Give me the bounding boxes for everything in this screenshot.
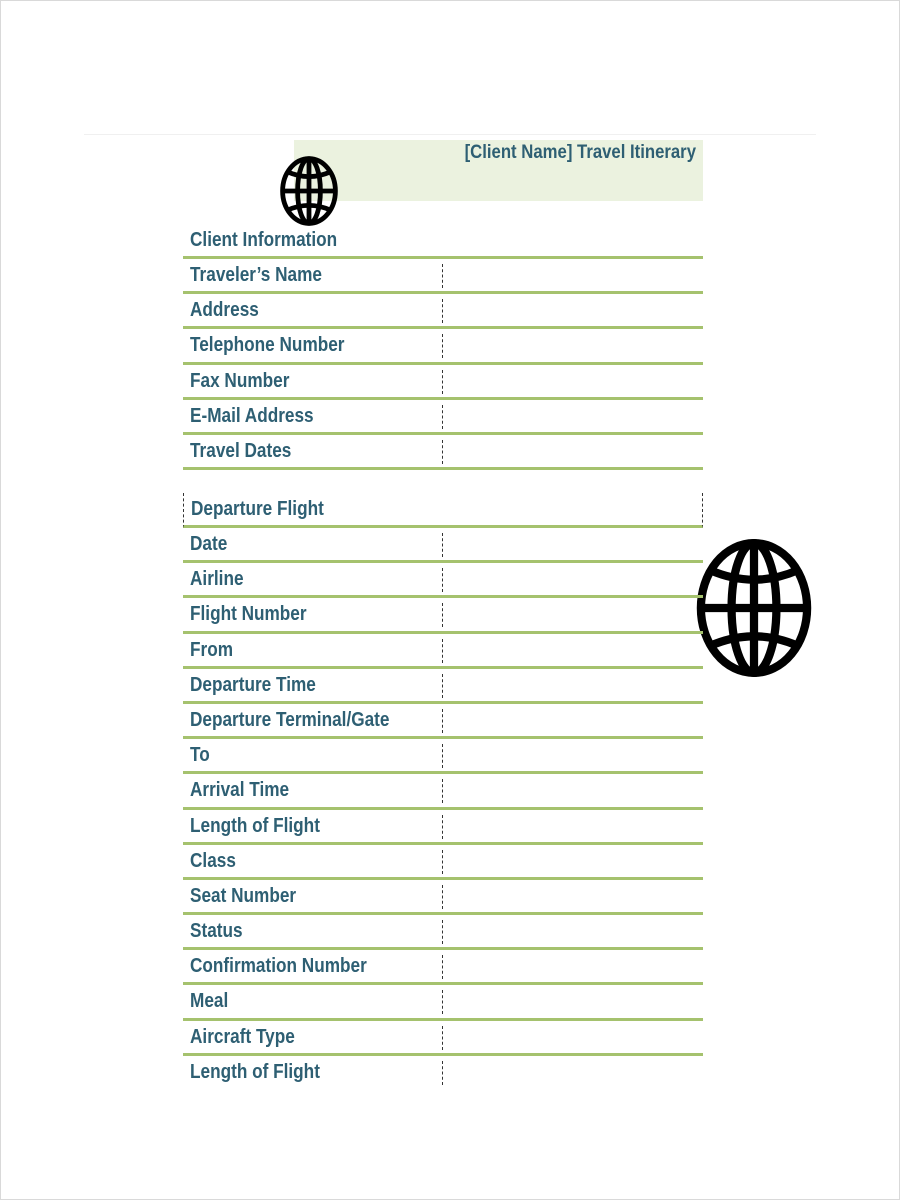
- form-row: [183, 704, 703, 739]
- length-of-flight-field[interactable]: [442, 815, 443, 839]
- field-label: Departure Terminal/Gate: [190, 708, 390, 731]
- client-information-section: [183, 224, 703, 470]
- field-label: Status: [190, 920, 243, 943]
- form-row: [183, 880, 703, 915]
- field-label: Class: [190, 849, 236, 872]
- class-field[interactable]: [442, 850, 443, 874]
- form-row: [183, 1056, 703, 1091]
- form-row: [183, 915, 703, 950]
- form-row: [183, 845, 703, 880]
- form-row: [183, 669, 703, 704]
- form-row: [183, 598, 703, 633]
- departure-terminal-gate-field[interactable]: [442, 709, 443, 733]
- section-heading: [183, 493, 703, 528]
- form-row: [183, 259, 703, 294]
- fax-number-field[interactable]: [442, 370, 443, 394]
- form-row: [183, 1021, 703, 1056]
- field-label: Meal: [190, 990, 229, 1013]
- form-row: [183, 329, 703, 364]
- form-row: [183, 739, 703, 774]
- form-row: [183, 950, 703, 985]
- status-field[interactable]: [442, 920, 443, 944]
- field-label: Telephone Number: [190, 334, 345, 357]
- document-title: [Client Name] Travel Itinerary: [464, 142, 696, 163]
- field-label: Travel Dates: [190, 439, 292, 462]
- flight-number-field[interactable]: [442, 603, 443, 627]
- form-row: [183, 294, 703, 329]
- length-of-flight-field[interactable]: [442, 1061, 443, 1085]
- form-row: [183, 435, 703, 470]
- airline-field[interactable]: [442, 568, 443, 592]
- form-row: [183, 774, 703, 809]
- field-label: Length of Flight: [190, 814, 320, 837]
- field-label: Confirmation Number: [190, 955, 367, 978]
- form-row: [183, 528, 703, 563]
- section-heading-label: Departure Flight: [191, 498, 324, 520]
- departure-time-field[interactable]: [442, 674, 443, 698]
- field-label: E-Mail Address: [190, 404, 314, 427]
- field-label: To: [190, 744, 210, 767]
- form-row: [183, 810, 703, 845]
- form-row: [183, 400, 703, 435]
- address-field[interactable]: [442, 299, 443, 323]
- meal-field[interactable]: [442, 990, 443, 1014]
- field-label: Airline: [190, 568, 244, 591]
- date-field[interactable]: [442, 533, 443, 557]
- top-rule: [84, 134, 816, 135]
- confirmation-number-field[interactable]: [442, 955, 443, 979]
- field-label: From: [190, 638, 233, 661]
- field-label: Date: [190, 533, 228, 555]
- email-address-field[interactable]: [442, 405, 443, 429]
- form-row: [183, 365, 703, 400]
- field-label: Flight Number: [190, 603, 307, 626]
- form-row: [183, 563, 703, 598]
- field-label: Length of Flight: [190, 1060, 320, 1083]
- form-row: [183, 634, 703, 669]
- departure-flight-section: [183, 493, 703, 1091]
- field-label: Seat Number: [190, 884, 297, 907]
- section-heading-label: Client Information: [190, 229, 338, 251]
- field-label: Aircraft Type: [190, 1025, 295, 1048]
- telephone-number-field[interactable]: [442, 334, 443, 358]
- field-label: Traveler’s Name: [190, 264, 322, 286]
- seat-number-field[interactable]: [442, 885, 443, 909]
- field-label: Arrival Time: [190, 779, 290, 802]
- to-field[interactable]: [442, 744, 443, 768]
- travel-dates-field[interactable]: [442, 440, 443, 464]
- travelers-name-field[interactable]: [442, 264, 443, 288]
- aircraft-type-field[interactable]: [442, 1026, 443, 1050]
- from-field[interactable]: [442, 639, 443, 663]
- form-row: [183, 985, 703, 1020]
- arrival-time-field[interactable]: [442, 779, 443, 803]
- globe-icon: [695, 536, 813, 680]
- field-label: Departure Time: [190, 673, 316, 696]
- globe-icon: [279, 155, 339, 227]
- field-label: Address: [190, 299, 259, 322]
- section-heading: [183, 224, 703, 259]
- field-label: Fax Number: [190, 369, 290, 392]
